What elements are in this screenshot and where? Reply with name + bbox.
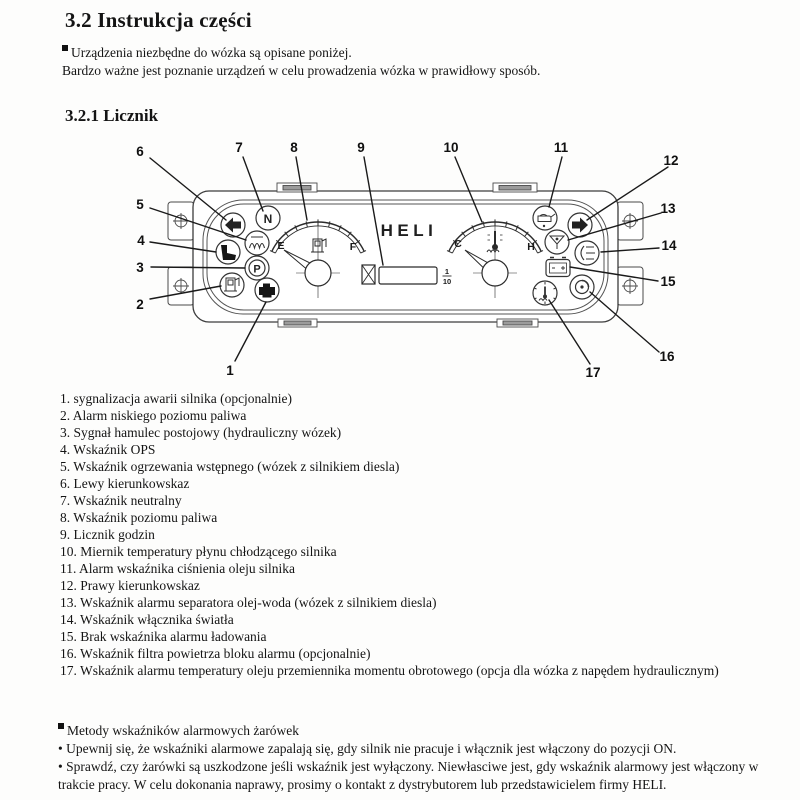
callout-4: 4 xyxy=(137,233,145,248)
list-item: 12. Prawy kierunkowskaz xyxy=(60,578,200,593)
svg-text:N: N xyxy=(263,212,273,226)
intro-line-1-text: Urządzenia niezbędne do wózka są opisane poniżej. xyxy=(71,45,352,60)
list-item: 16. Wskaźnik filtra powietrza bloku alarmu (opcjonalnie) xyxy=(60,646,371,661)
list-item: 13. Wskaźnik alarmu separatora olej-woda (wózek z silnikiem diesla) xyxy=(60,595,437,610)
parking-brake-icon xyxy=(245,256,269,280)
alarm-bulb-notes xyxy=(58,722,780,794)
temp-cold-label: C xyxy=(454,238,462,250)
callout-3: 3 xyxy=(136,260,144,275)
intro-paragraph xyxy=(62,44,762,80)
brand-logo: HELI xyxy=(380,221,438,240)
list-item: 7. Wskaźnik neutralny xyxy=(60,493,182,508)
callout-10: 10 xyxy=(443,140,459,155)
fuel-hub xyxy=(305,260,331,286)
callout-11: 11 xyxy=(553,140,569,155)
callout-17: 17 xyxy=(585,365,601,380)
list-item: 4. Wskaźnik OPS xyxy=(60,442,156,457)
list-item: 6. Lewy kierunkowskaz xyxy=(60,476,190,491)
list-item: 10. Miernik temperatury płynu chłodzącego silnika xyxy=(60,544,337,559)
callout-13: 13 xyxy=(660,201,676,216)
list-item: 2. Alarm niskiego poziomu paliwa xyxy=(60,408,247,423)
callout-7: 7 xyxy=(235,140,243,155)
callout-8: 8 xyxy=(290,140,298,155)
list-item: 8. Wskaźnik poziomu paliwa xyxy=(60,510,218,525)
temp-hub xyxy=(482,260,508,286)
svg-text:10: 10 xyxy=(442,277,452,286)
list-item: 9. Licznik godzin xyxy=(60,527,155,542)
callout-1: 1 xyxy=(226,363,234,378)
intro-line-2: Bardzo ważne jest poznanie urządzeń w celu prowadzenia wózka w prawidłowy sposób. xyxy=(62,63,541,78)
list-item: 14. Wskaźnik włącznika światła xyxy=(60,612,234,627)
notes-bullet-2: • Sprawdź, czy żarówki są uszkodzone jeśli wskaźnik jest wyłączony. Niewłasciwe jest, gdy wskaźnik alarmowy jest włączony w trakcie pracy. W celu dokonania naprawy, prosimy o kontakt z dystrybutorem lub przedstawicielem firmy HELI. xyxy=(58,759,759,792)
callout-6: 6 xyxy=(136,144,144,159)
list-item: 17. Wskaźnik alarmu temperatury oleju przemiennika momentu obrotowego (opcja dla wózka z napędem hydraulicznym) xyxy=(60,663,719,678)
callout-16: 16 xyxy=(659,349,675,364)
callout-5: 5 xyxy=(136,197,144,212)
list-item: 1. sygnalizacja awarii silnika (opcjonalnie) xyxy=(60,391,293,406)
list-item: 15. Brak wskaźnika alarmu ładowania xyxy=(60,629,267,644)
callout-15: 15 xyxy=(660,274,676,289)
square-bullet-icon xyxy=(58,723,64,729)
list-item: 11. Alarm wskaźnika ciśnienia oleju silnika xyxy=(60,561,295,576)
callout-2: 2 xyxy=(136,297,144,312)
fuel-full-label: F xyxy=(349,241,357,253)
square-bullet-icon xyxy=(62,45,68,51)
instrument-panel-diagram xyxy=(120,135,700,393)
page-title: 3.2 Instrukcja części xyxy=(65,8,252,32)
svg-text:1: 1 xyxy=(444,267,450,276)
fuel-empty-label: E xyxy=(277,240,285,252)
notes-heading-text: Metody wskaźników alarmowych żarówek xyxy=(67,723,300,738)
callout-9: 9 xyxy=(357,140,365,155)
callout-12: 12 xyxy=(663,153,679,168)
subsection-title: 3.2.1 Licznik xyxy=(65,106,159,125)
callout-14: 14 xyxy=(661,238,677,253)
list-item: 5. Wskaźnik ogrzewania wstępnego (wózek z silnikiem diesla) xyxy=(60,459,400,474)
notes-bullet-1: • Upewnij się, że wskaźniki alarmowe zapalają się, gdy silnik nie pracuje i włącznik jest włączony do pozycji ON. xyxy=(58,741,677,756)
list-item: 3. Sygnał hamulec postojowy (hydrauliczny wózek) xyxy=(60,425,342,440)
temp-hot-label: H xyxy=(527,241,535,253)
parts-list xyxy=(60,390,760,679)
intro-line-1 xyxy=(62,44,762,62)
svg-text:P: P xyxy=(253,263,261,276)
notes-heading xyxy=(58,722,780,740)
